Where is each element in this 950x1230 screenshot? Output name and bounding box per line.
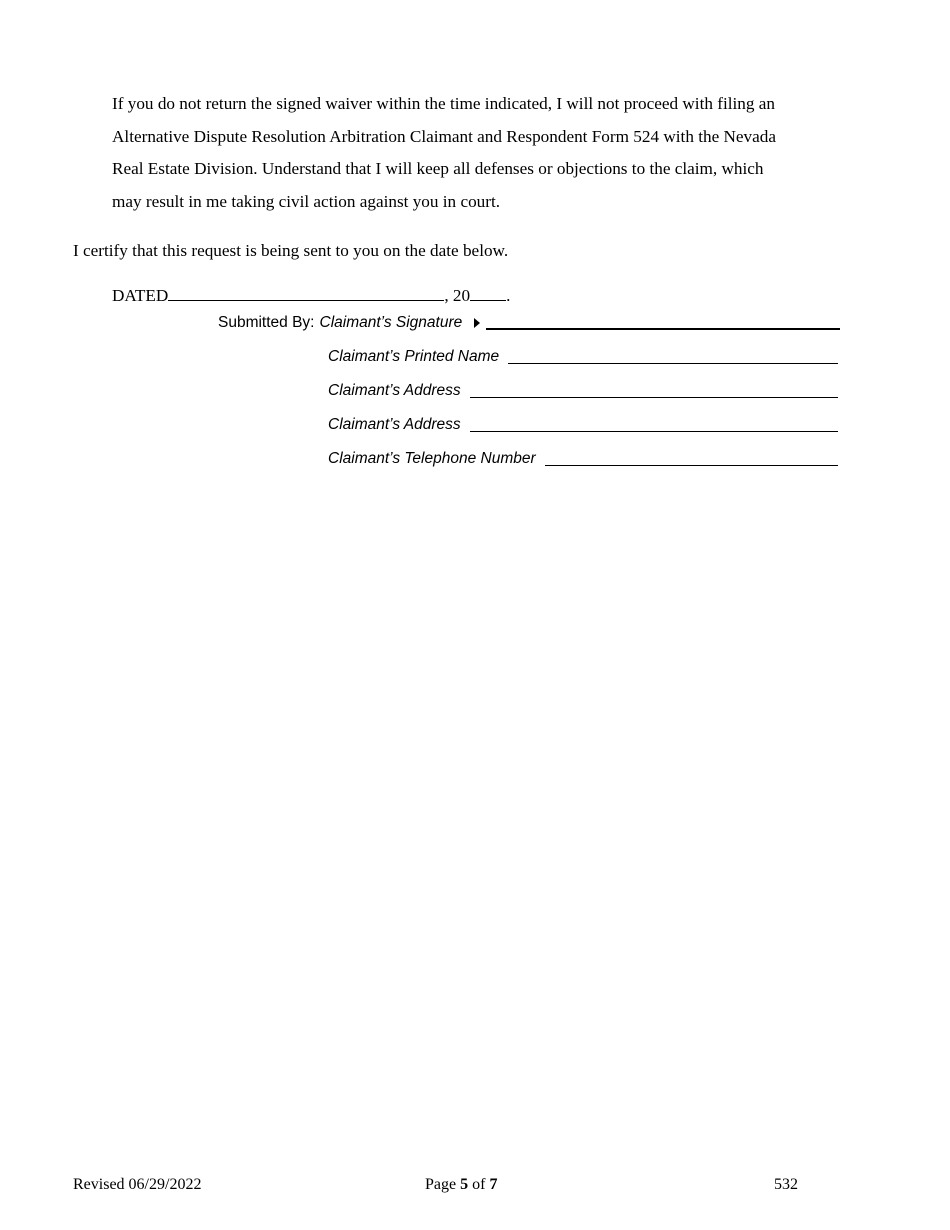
printed-name-row xyxy=(328,348,838,366)
field-label: Claimant’s Telephone Number xyxy=(328,450,536,467)
signature-line-field[interactable] xyxy=(486,316,840,330)
waiver-paragraph xyxy=(112,88,852,218)
year-blank-field[interactable] xyxy=(470,284,506,301)
field-label: Claimant’s Printed Name xyxy=(328,348,500,365)
page-prefix: Page xyxy=(425,1176,461,1193)
dated-row xyxy=(112,284,510,306)
printed-name-line-field[interactable] xyxy=(508,362,838,364)
address-line-2-field[interactable] xyxy=(470,430,838,432)
certify-statement: I certify that this request is being sent to you on the date below. xyxy=(73,241,509,260)
waiver-paragraph-line: may result in me taking civil action against you in court. xyxy=(112,191,501,211)
footer-page-number xyxy=(425,1176,497,1194)
page-current: 5 xyxy=(460,1176,469,1193)
waiver-paragraph-line: Real Estate Division. Understand that I will keep all defenses or objections to the claim, which xyxy=(112,159,764,178)
signature-label: Claimant’s Signature xyxy=(319,314,463,331)
waiver-paragraph-line: If you do not return the signed waiver within the time indicated, I will not proceed with filing an xyxy=(112,94,775,113)
address-row-1 xyxy=(328,382,838,400)
submitted-by-label: Submitted By: xyxy=(218,314,315,331)
telephone-line-field[interactable] xyxy=(545,464,838,466)
year-prefix: , 20 xyxy=(444,286,471,305)
field-label: Claimant’s Address xyxy=(328,382,461,399)
page-of: of xyxy=(468,1176,490,1193)
date-blank-field[interactable] xyxy=(168,284,444,301)
address-line-1-field[interactable] xyxy=(470,396,838,398)
field-label: Claimant’s Address xyxy=(328,416,461,433)
footer-revised-date: Revised 06/29/2022 xyxy=(73,1176,202,1193)
page-total: 7 xyxy=(489,1176,498,1193)
footer-form-number: 532 xyxy=(774,1176,798,1193)
triangle-right-icon xyxy=(474,318,480,328)
address-row-2 xyxy=(328,416,838,434)
telephone-row xyxy=(328,450,838,468)
dated-end-punct: . xyxy=(506,286,511,305)
waiver-paragraph-line: Alternative Dispute Resolution Arbitration Claimant and Respondent Form 524 with the Nevada xyxy=(112,126,776,146)
signature-row xyxy=(218,314,840,332)
dated-label: DATED xyxy=(112,286,169,305)
